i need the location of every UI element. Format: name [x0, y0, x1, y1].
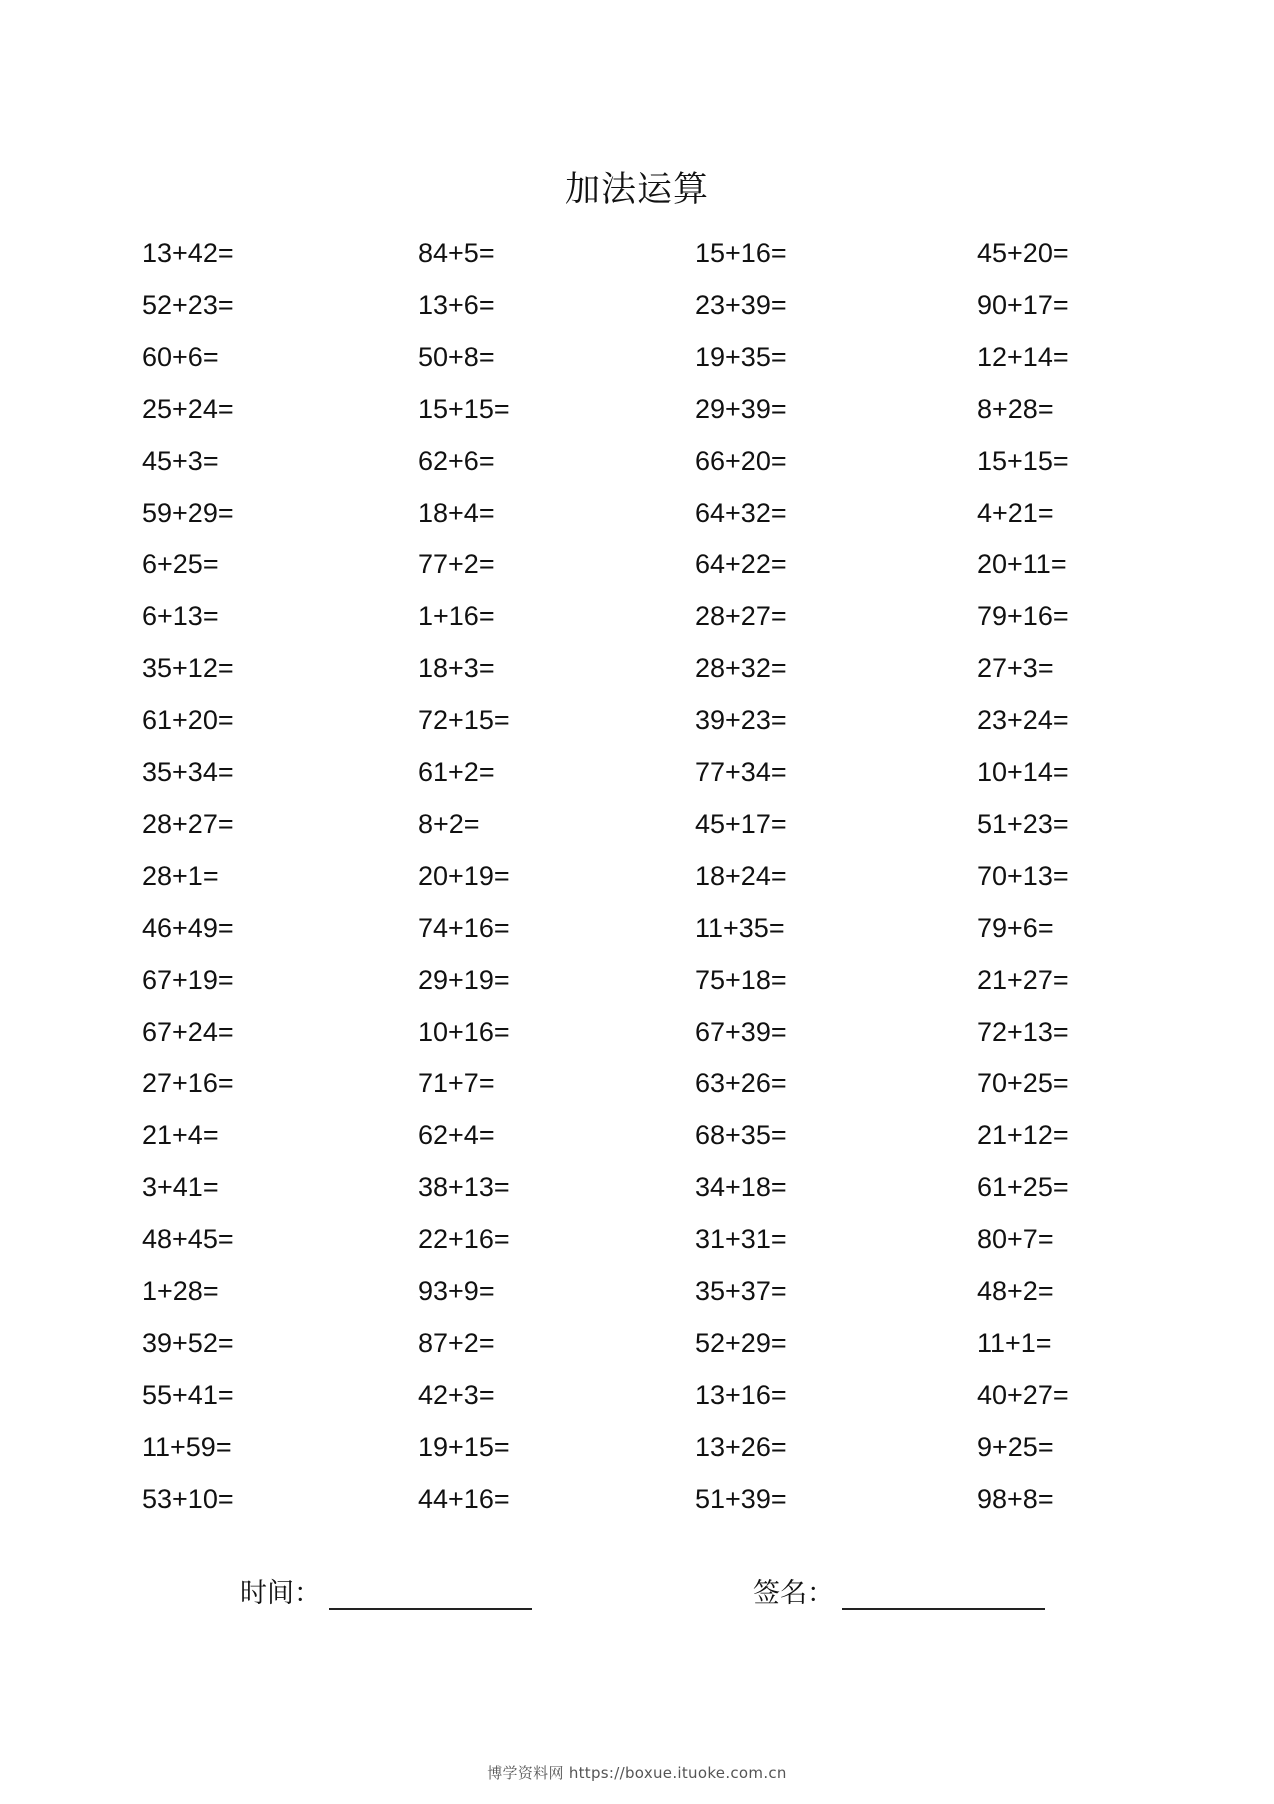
problem-item: 28+1=: [142, 861, 219, 891]
problem-item: 11+1=: [977, 1328, 1052, 1358]
problem-item: 12+14=: [977, 342, 1069, 372]
problem-item: 66+20=: [695, 446, 787, 476]
problem-item: 23+24=: [977, 705, 1069, 735]
problem-item: 45+20=: [977, 238, 1069, 268]
problem-item: 52+29=: [695, 1328, 787, 1358]
problem-item: 62+6=: [418, 446, 495, 476]
problem-item: 40+27=: [977, 1380, 1069, 1410]
problem-item: 8+2=: [418, 809, 480, 839]
problem-item: 31+31=: [695, 1224, 787, 1254]
problem-item: 15+15=: [977, 446, 1069, 476]
problem-item: 13+6=: [418, 290, 495, 320]
page-title: 加法运算: [564, 170, 709, 210]
problem-item: 1+16=: [418, 601, 495, 631]
problem-item: 4+21=: [977, 498, 1054, 528]
problem-item: 28+27=: [695, 601, 787, 631]
problem-item: 50+8=: [418, 342, 495, 372]
problem-item: 18+4=: [418, 498, 495, 528]
signature-label: 签名：: [753, 1578, 834, 1609]
problem-item: 84+5=: [418, 238, 495, 268]
problem-item: 62+4=: [418, 1120, 495, 1150]
problem-item: 79+16=: [977, 601, 1069, 631]
problem-item: 10+16=: [418, 1017, 510, 1047]
problem-item: 27+16=: [142, 1068, 234, 1098]
problem-item: 68+35=: [695, 1120, 787, 1150]
time-blank-line[interactable]: [329, 1582, 532, 1610]
problem-item: 18+3=: [418, 653, 495, 683]
problem-item: 35+34=: [142, 757, 234, 787]
problem-item: 8+28=: [977, 394, 1054, 424]
problem-item: 70+25=: [977, 1068, 1069, 1098]
problem-item: 13+16=: [695, 1380, 787, 1410]
problem-item: 90+17=: [977, 290, 1069, 320]
problem-item: 71+7=: [418, 1068, 495, 1098]
problem-item: 44+16=: [418, 1484, 510, 1514]
time-label: 时间：: [240, 1578, 321, 1609]
problem-item: 64+32=: [695, 498, 787, 528]
problem-item: 87+2=: [418, 1328, 495, 1358]
problem-item: 38+13=: [418, 1172, 510, 1202]
problem-item: 64+22=: [695, 549, 787, 579]
problem-item: 67+24=: [142, 1017, 234, 1047]
problem-item: 21+12=: [977, 1120, 1069, 1150]
problem-item: 20+11=: [977, 549, 1067, 579]
watermark-text: 博学资料网 https://boxue.ituoke.com.cn: [487, 1764, 787, 1782]
problem-item: 23+39=: [695, 290, 787, 320]
problem-item: 61+20=: [142, 705, 234, 735]
problem-item: 98+8=: [977, 1484, 1054, 1514]
problem-item: 25+24=: [142, 394, 234, 424]
problem-item: 15+16=: [695, 238, 787, 268]
signature-field: [753, 1576, 1045, 1612]
problem-item: 93+9=: [418, 1276, 495, 1306]
problem-item: 21+27=: [977, 965, 1069, 995]
problem-item: 1+28=: [142, 1276, 219, 1306]
problem-item: 13+42=: [142, 238, 234, 268]
problem-item: 72+13=: [977, 1017, 1069, 1047]
problem-item: 67+39=: [695, 1017, 787, 1047]
problem-item: 35+12=: [142, 653, 234, 683]
problem-item: 9+25=: [977, 1432, 1054, 1462]
problem-item: 11+35=: [695, 913, 785, 943]
problem-item: 28+27=: [142, 809, 234, 839]
problem-item: 67+19=: [142, 965, 234, 995]
problem-item: 6+25=: [142, 549, 219, 579]
problem-item: 45+3=: [142, 446, 219, 476]
problem-item: 79+6=: [977, 913, 1054, 943]
problem-item: 77+34=: [695, 757, 787, 787]
problem-item: 6+13=: [142, 601, 219, 631]
problem-item: 80+7=: [977, 1224, 1054, 1254]
problem-item: 70+13=: [977, 861, 1069, 891]
problem-item: 77+2=: [418, 549, 495, 579]
time-field: [240, 1576, 532, 1612]
problem-item: 19+35=: [695, 342, 787, 372]
problem-item: 53+10=: [142, 1484, 234, 1514]
problem-item: 3+41=: [142, 1172, 219, 1202]
problem-item: 42+3=: [418, 1380, 495, 1410]
problem-item: 19+15=: [418, 1432, 510, 1462]
problem-item: 51+23=: [977, 809, 1069, 839]
problem-item: 46+49=: [142, 913, 234, 943]
problem-item: 28+32=: [695, 653, 787, 683]
problem-item: 29+19=: [418, 965, 510, 995]
problem-item: 18+24=: [695, 861, 787, 891]
problem-item: 11+59=: [142, 1432, 232, 1462]
problem-item: 48+45=: [142, 1224, 234, 1254]
problem-item: 51+39=: [695, 1484, 787, 1514]
problem-item: 55+41=: [142, 1380, 234, 1410]
problem-item: 39+52=: [142, 1328, 234, 1358]
signature-blank-line[interactable]: [842, 1582, 1045, 1610]
problem-item: 39+23=: [695, 705, 787, 735]
problem-item: 52+23=: [142, 290, 234, 320]
problem-item: 61+25=: [977, 1172, 1069, 1202]
problem-item: 45+17=: [695, 809, 787, 839]
problem-item: 22+16=: [418, 1224, 510, 1254]
problem-item: 20+19=: [418, 861, 510, 891]
problem-item: 61+2=: [418, 757, 495, 787]
problem-item: 35+37=: [695, 1276, 787, 1306]
problem-item: 27+3=: [977, 653, 1054, 683]
problem-item: 74+16=: [418, 913, 510, 943]
problem-item: 34+18=: [695, 1172, 787, 1202]
problem-item: 10+14=: [977, 757, 1069, 787]
problem-item: 60+6=: [142, 342, 219, 372]
problem-item: 29+39=: [695, 394, 787, 424]
problem-item: 75+18=: [695, 965, 787, 995]
problem-item: 48+2=: [977, 1276, 1054, 1306]
problem-item: 15+15=: [418, 394, 510, 424]
problem-item: 13+26=: [695, 1432, 787, 1462]
problem-item: 72+15=: [418, 705, 510, 735]
problem-item: 59+29=: [142, 498, 234, 528]
problem-item: 21+4=: [142, 1120, 219, 1150]
problem-item: 63+26=: [695, 1068, 787, 1098]
